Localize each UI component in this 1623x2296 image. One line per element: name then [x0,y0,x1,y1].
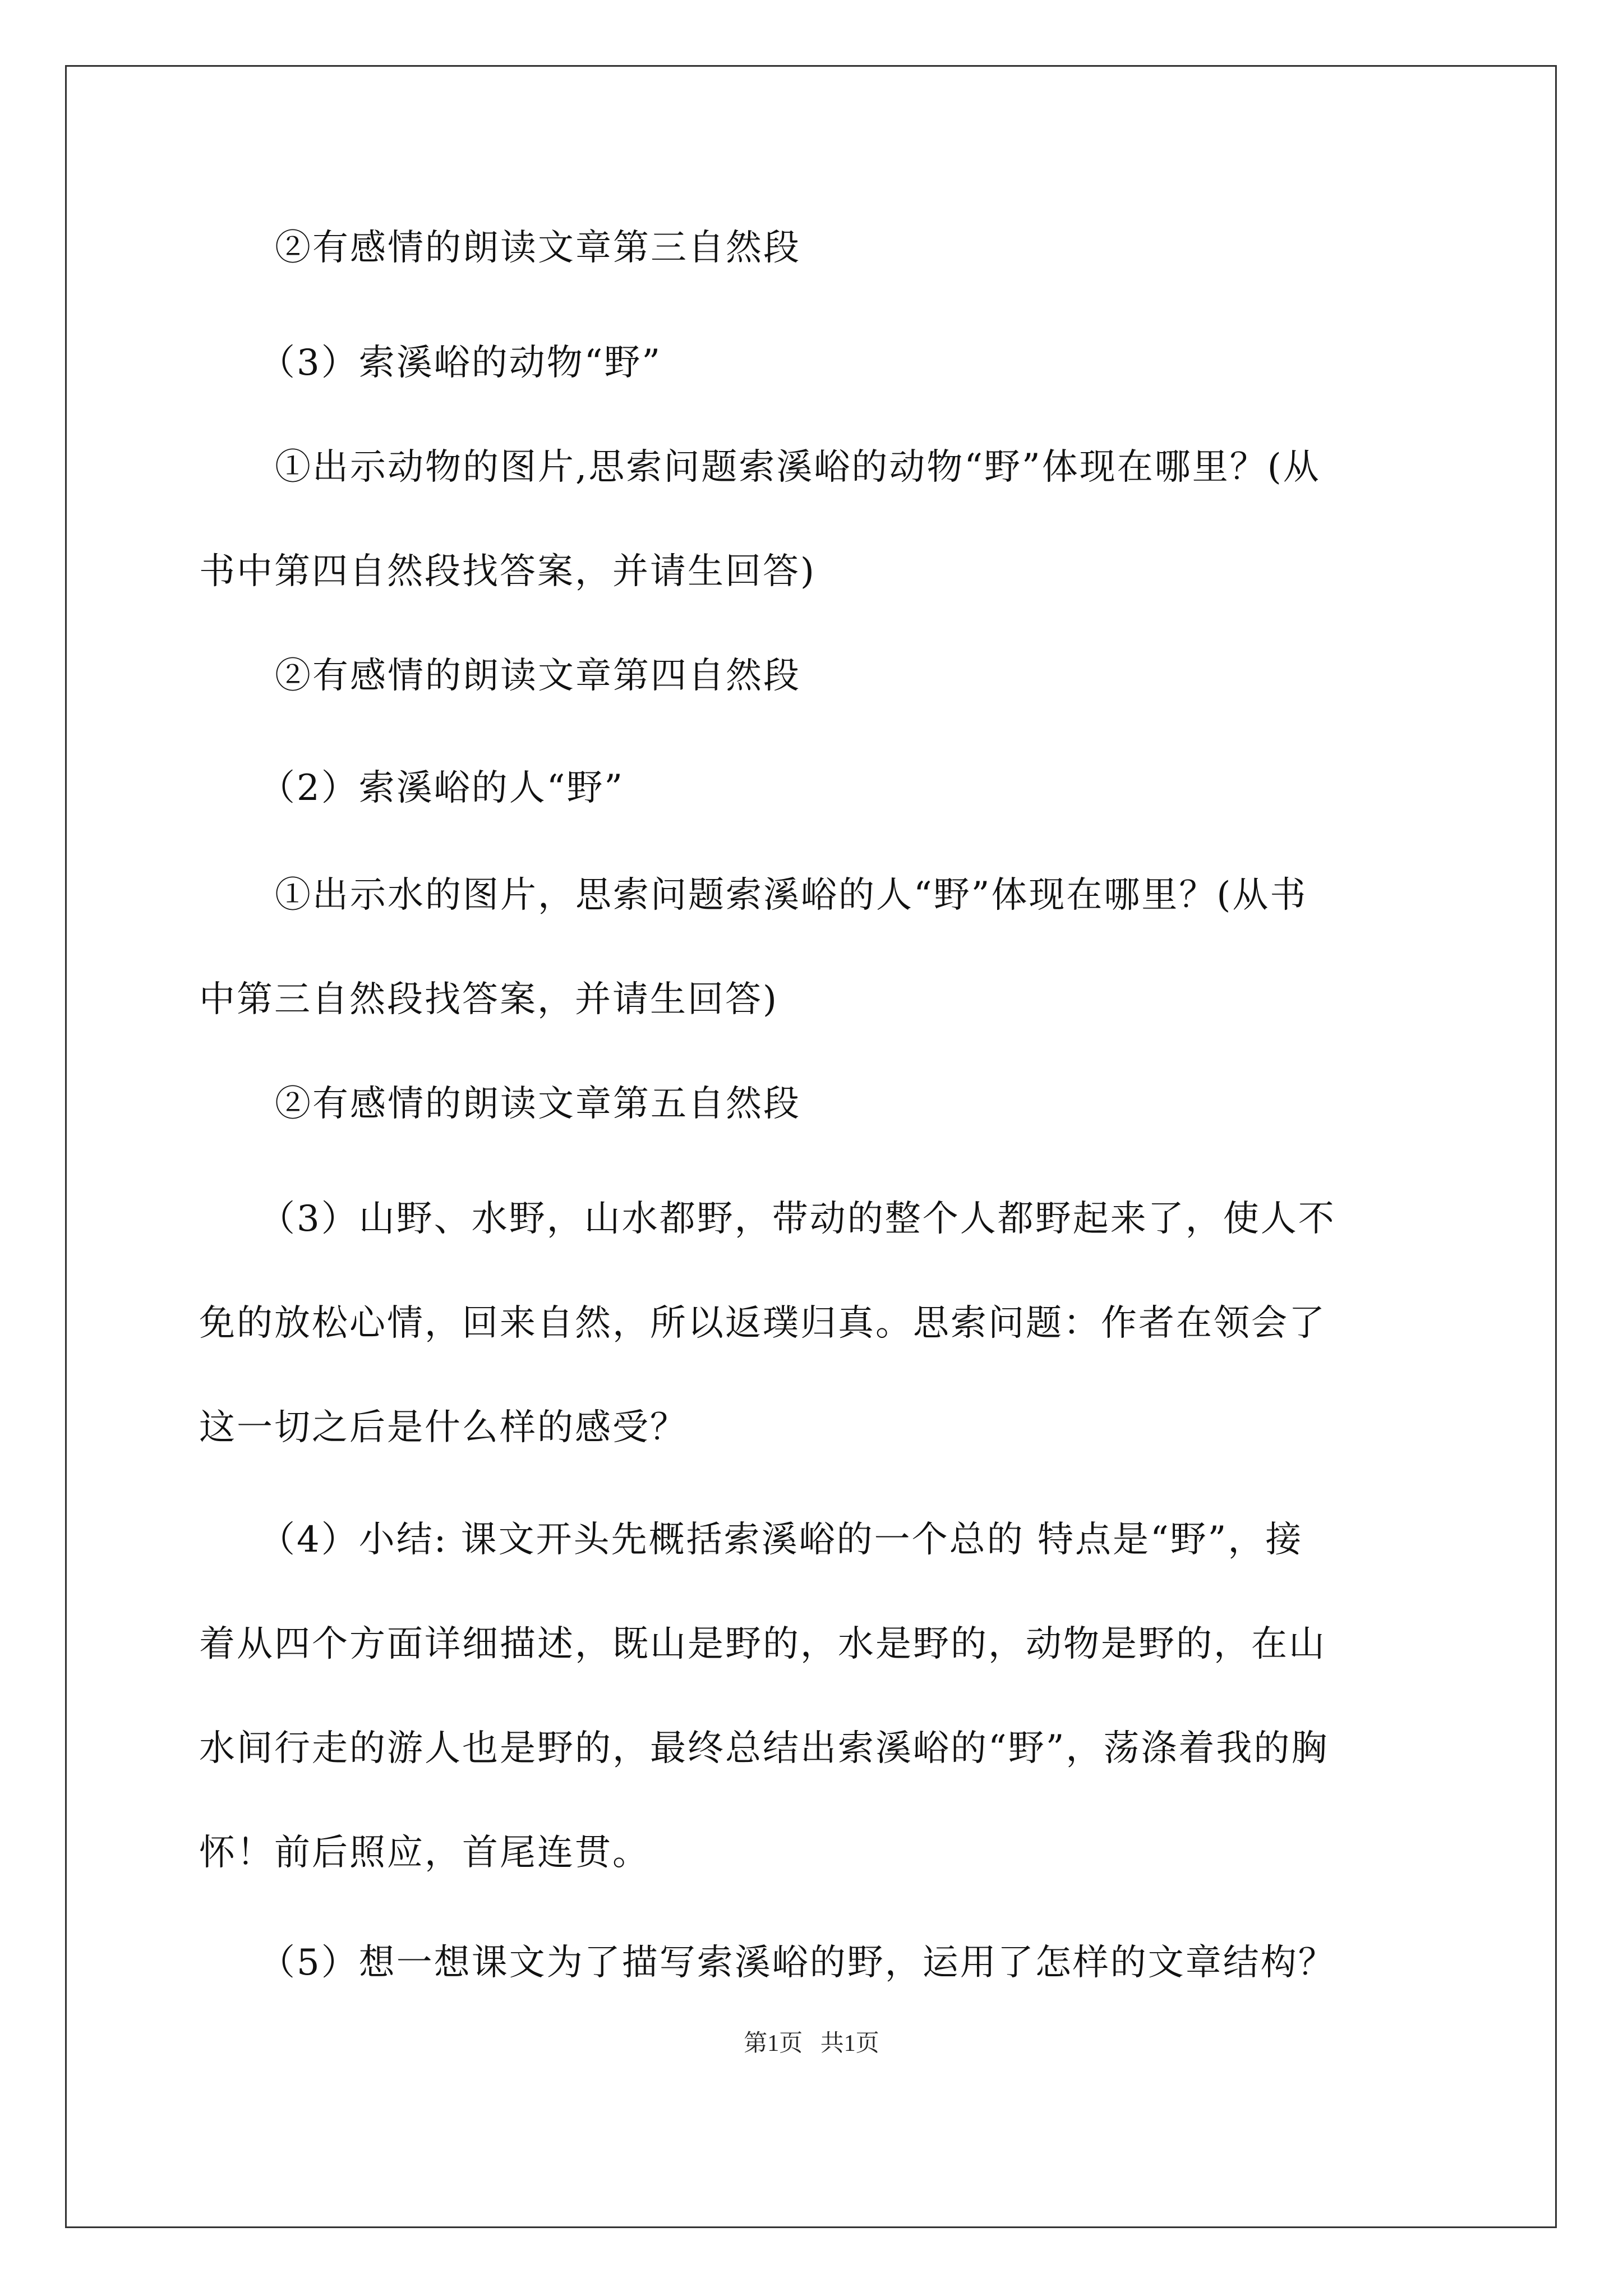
section-heading-people: （2）索溪峪的人“野” [259,767,625,809]
summary-line-2: 着从四个方面详细描述，既山是野的，水是野的，动物是野的，在山 [199,1623,1326,1665]
paragraph-line-4: 书中第四自然段找答案，并请生回答) [199,551,816,592]
paragraph-line-11: 免的放松心情，回来自然，所以返璞归真。思索问题：作者在领会了 [199,1303,1326,1344]
paragraph-line-12: 这一切之后是什么样的感受？ [199,1407,688,1448]
paragraph-line-3: ①出示动物的图片,思索问题索溪峪的动物“野”体现在哪里？(从 [275,447,1321,488]
paragraph-line-7: ①出示水的图片，思索问题索溪峪的人“野”体现在哪里？(从书 [275,875,1308,916]
paragraph-line-5: ②有感情的朗读文章第四自然段 [275,655,801,697]
page-number-footer: 第1页 共1页 [744,2031,879,2056]
page-frame [65,65,1557,2228]
summary-line-4: 怀！前后照应，首尾连贯。 [199,1832,650,1874]
summary-line-1: （4）小结: 课文开头先概括索溪峪的一个总的 特点是“野”，接 [259,1519,1303,1561]
paragraph-line-9: ②有感情的朗读文章第五自然段 [275,1083,801,1125]
question-line: （5）想一想课文为了描写索溪峪的野，运用了怎样的文章结构？ [259,1942,1336,1984]
paragraph-line-8: 中第三自然段找答案，并请生回答) [199,979,778,1020]
section-heading-animals: （3）索溪峪的动物“野” [259,342,662,384]
summary-line-3: 水间行走的游人也是野的，最终总结出索溪峪的“野”，荡涤着我的胸 [199,1728,1329,1769]
paragraph-line-10: （3）山野、水野，山水都野，带动的整个人都野起来了，使人不 [259,1198,1336,1240]
paragraph-line-1: ②有感情的朗读文章第三自然段 [275,227,801,269]
